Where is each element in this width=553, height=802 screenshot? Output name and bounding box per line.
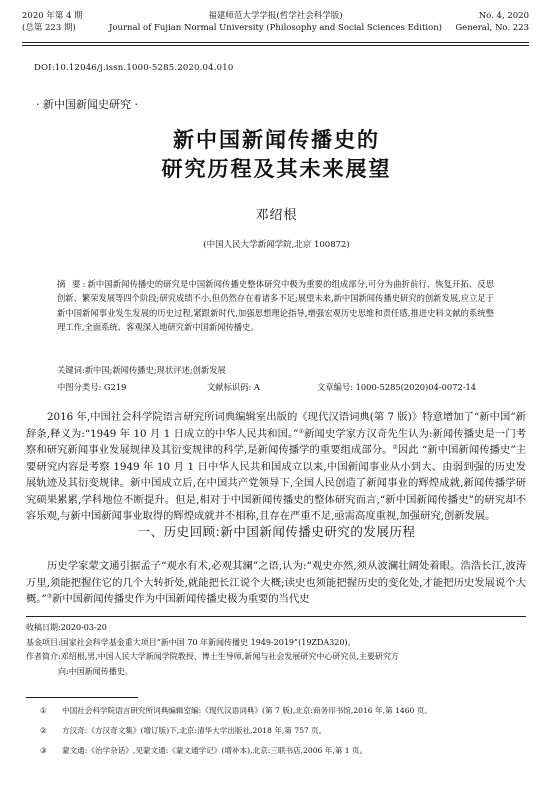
footnote-ref-2[interactable]: ② bbox=[392, 444, 398, 451]
citation-item: ① 中国社会科学院语言研究所词典编辑室编:《现代汉语词典》(第 7 版),北京:商务印书馆,2016 年,第 1460 页。 bbox=[40, 706, 432, 715]
doi: DOI:10.12046/j.issn.1000-5285.2020.04.010 bbox=[34, 63, 234, 73]
header-issue-cn: 2020 年第 4 期 (总第 223 期) bbox=[22, 11, 83, 33]
section-paragraph: 历史学家蒙文通引据孟子“观水有术,必观其澜”之语,认为:“观史亦然,须从波澜壮阔处着眼。浩浩长江,波涛万里,须能把握住它的几个大转折处,就能把长江说个大概;读史也须能把握历史的变化处,才能把历史发展说个大概。”③新中国新闻传播史作为中国新闻传播史极为重要的当代史 bbox=[26, 560, 526, 605]
running-header bbox=[22, 10, 529, 46]
article-number: 文章编号: 1000-5285(2020)04-0072-14 bbox=[317, 382, 477, 392]
fund-project: 基金项目: 国家社会科学基金重大项目“新中国 70 年新闻传播史 1949-2019”(19ZDA320)。 bbox=[26, 637, 356, 647]
received-date: 收稿日期: 2020-03-20 bbox=[26, 623, 107, 632]
section-heading: 一、历史回顾:新中国新闻传播史研究的发展历程 bbox=[137, 524, 416, 539]
author-bio-continued: 向:中国新闻传播史。 bbox=[58, 666, 133, 676]
clc-number: 中图分类号: G219 bbox=[57, 382, 127, 392]
keywords-label: 关键词: bbox=[57, 365, 85, 375]
footnote-ref-3[interactable]: ③ bbox=[46, 593, 53, 600]
intro-paragraph: 2016 年,中国社会科学院语言研究所词典编辑室出版的《现代汉语词典(第 7 版)》特意增加了“新中国”新辞条,释义为:“1949 年 10 月 1 日成立的中华人民共和国。”①新闻史学家方汉奇先生认为:新闻传播史是一门考察和研究新闻事业发展规律及其衍变规律的科学,是新闻传播学的重要组成部分。②因此 “新中国新闻传播史”主要研究内容是考察 1949 年 10 月 1 日中华人民共和国成立以来,中国新闻事业从小到大、由弱到强的历史发展轨迹及其衍变规律。新中国成立后,在中国共产党领导下,全国人民创造了新闻事业的辉煌成就,新闻传播学研究硕果累累,学科地位不断提升。但是,相对于中国新闻传播史的整体研究而言,“新中国新闻传播史”的研究却不容乐观,与新中国新闻事业取得的辉煌成就并不相称,且存在严重不足,亟需高度重视,加强研究,创新发展。 bbox=[26, 411, 527, 522]
keywords bbox=[57, 363, 226, 377]
citation-rule bbox=[26, 697, 138, 698]
abstract-label: 摘 要: bbox=[57, 279, 88, 289]
citation-item: ③ 蒙文通:《治学杂话》,见蒙文通:《蒙文通学记》(增补本),北京:三联书店,2006 年,第 1 页。 bbox=[40, 746, 368, 755]
header-issue-en: No. 4, 2020 General, No. 223 bbox=[455, 11, 529, 33]
classification-meta bbox=[57, 380, 476, 394]
citation-list bbox=[40, 701, 526, 761]
header-rule bbox=[22, 42, 529, 46]
author-name: 邓绍根 bbox=[255, 208, 298, 223]
abstract-text: 新中国新闻传播史的研究是中国新闻传播史整体研究中极为重要的组成部分,可分为曲折前行、恢复开拓、反思创新、繁荣发展等四个阶段;研究成绩不小,但仍然存在着诸多不足;展望未来,新中国新闻传播史研究的创新发展,应立足于新中国新闻事业发生发展的历史过程,紧跟新时代,加强思想理论指导,增强宏观历史思维和责任感,推进史料文献的系统整理工作,全面系统、客观深入地研究新中国新闻传播史。 bbox=[57, 279, 494, 333]
article-footnotes bbox=[26, 621, 526, 679]
footnote-ref-1[interactable]: ① bbox=[298, 427, 305, 435]
footnote-rule bbox=[26, 616, 526, 617]
author-bio: 作者简介: 邓绍根,男,中国人民大学新闻学院教授、博士生导师,新闻与社会发展研究中心研究员,主要研究方 bbox=[26, 652, 399, 661]
column-label: · 新中国新闻史研究 · bbox=[36, 98, 138, 111]
header-journal-name: 福建师范大学学报(哲学社会科学版) Journal of Fujian Normal University (Philosophy and Social Sciences Edition) bbox=[108, 11, 442, 33]
article-title: 新中国新闻传播史的 研究历程及其未来展望 bbox=[161, 128, 392, 181]
abstract bbox=[57, 277, 494, 335]
author-affiliation: (中国人民大学新闻学院,北京 100872) bbox=[203, 240, 350, 250]
keywords-text: 新中国;新闻传播史;现状评述;创新发展 bbox=[84, 365, 226, 375]
citation-item: ② 方汉奇:《方汉奇文集》(增订版)下,北京:清华大学出版社,2018 年,第 757 页。 bbox=[40, 726, 327, 735]
document-code: 文献标识码: A bbox=[207, 382, 260, 392]
